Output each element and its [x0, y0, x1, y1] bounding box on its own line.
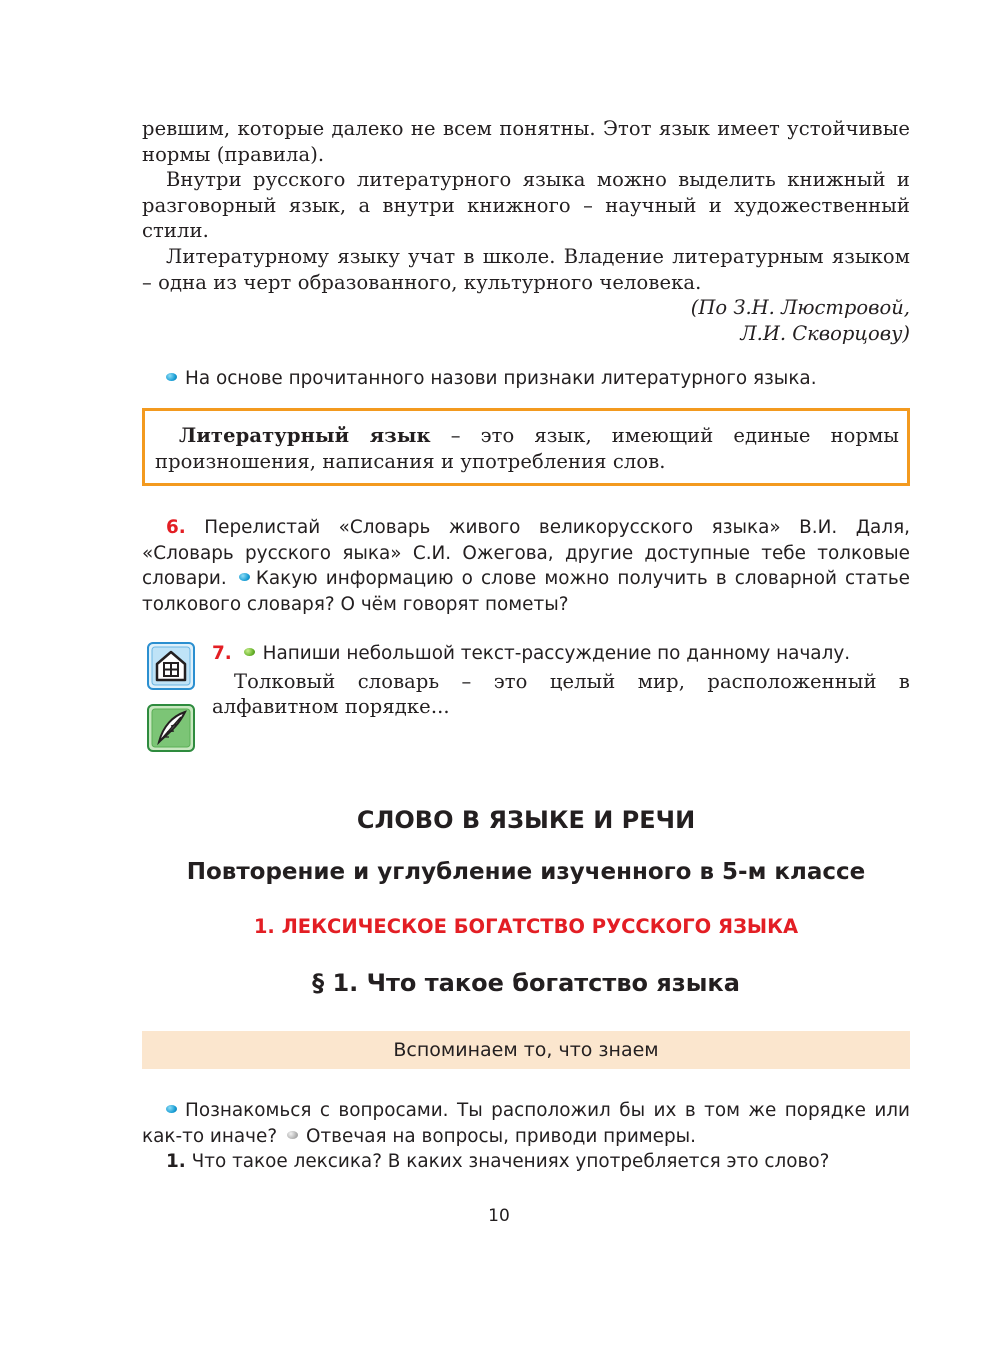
intro-block: [142, 1098, 910, 1175]
paragraph-2: Внутри русского литературного языка можно выделить книжный и разговорный язык, а внутри книжного – научный и художественный стили.: [142, 168, 910, 243]
question-1-text: Что такое лексика? В каких значениях употребляется это слово?: [191, 1151, 830, 1173]
definition-body: – это язык, имеющий единые нормы произношения, написания и употребления слов.: [155, 424, 899, 473]
definition-term: Литературный язык: [179, 424, 431, 447]
paragraph-1: ревшим, которые далеко не всем понятны. Этот язык имеет устойчивые нормы (правила).: [142, 117, 910, 166]
task-7-text: Напиши небольшой текст-рассуждение по данному началу.: [262, 643, 851, 664]
text-block-top: [142, 116, 910, 346]
task-7: [212, 641, 910, 720]
task-6-question: Какую информацию о слове можно получить в словарной статье толкового словаря? О чём говорят пометы?: [142, 568, 910, 615]
home-task-icon: [147, 642, 195, 690]
source-line-1: (По З.Н. Люстровой,: [690, 296, 910, 320]
definition-box: [142, 408, 910, 486]
feather-writing-icon: [147, 704, 195, 752]
task-6: [142, 515, 910, 617]
intro-text-2: Отвечая на вопросы, приводи примеры.: [305, 1125, 697, 1147]
recall-band: Вспоминаем то, что знаем: [142, 1031, 910, 1069]
task-prompt: [166, 366, 910, 392]
gray-bullet-icon: [287, 1131, 298, 1139]
chapter-heading: 1. ЛЕКСИЧЕСКОЕ БОГАТСТВО РУССКОГО ЯЗЫКА: [253, 915, 799, 938]
task-prompt-text: На основе прочитанного назови признаки литературного языка.: [185, 368, 817, 389]
task-6-number: 6.: [166, 517, 186, 538]
task-6-text: Перелистай «Словарь живого великорусского языка» В.И. Даля, «Словарь русского яыка» С.И. Ожегова, другие доступные тебе толковые словари.: [142, 517, 910, 590]
intro-text-1: Познакомься с вопросами. Ты расположил бы их в том же порядке или как-то иначе?: [142, 1100, 910, 1147]
task-7-number: 7.: [212, 643, 232, 664]
paragraph-3: Литературному языку учат в школе. Владение литературным языком – одна из черт образованного, культурного человека.: [142, 244, 910, 294]
subsection-heading: Повторение и углубление изученного в 5-м классе: [186, 859, 866, 885]
green-bullet-icon: [244, 648, 255, 656]
page-number: 10: [488, 1206, 510, 1226]
question-1-number: 1.: [166, 1151, 186, 1173]
blue-bullet-icon: [166, 373, 177, 381]
blue-bullet-icon: [166, 1105, 177, 1113]
source-line-2: Л.И. Скворцову): [740, 321, 910, 345]
paragraph-heading: § 1. Что такое богатство языка: [312, 969, 740, 997]
section-heading: СЛОВО В ЯЗЫКЕ И РЕЧИ: [356, 806, 696, 834]
definition-text: [155, 423, 899, 474]
task-7-sample: Толковый словарь – это целый мир, расположенный в алфавитном порядке...: [212, 669, 910, 719]
blue-bullet-icon: [239, 573, 250, 581]
